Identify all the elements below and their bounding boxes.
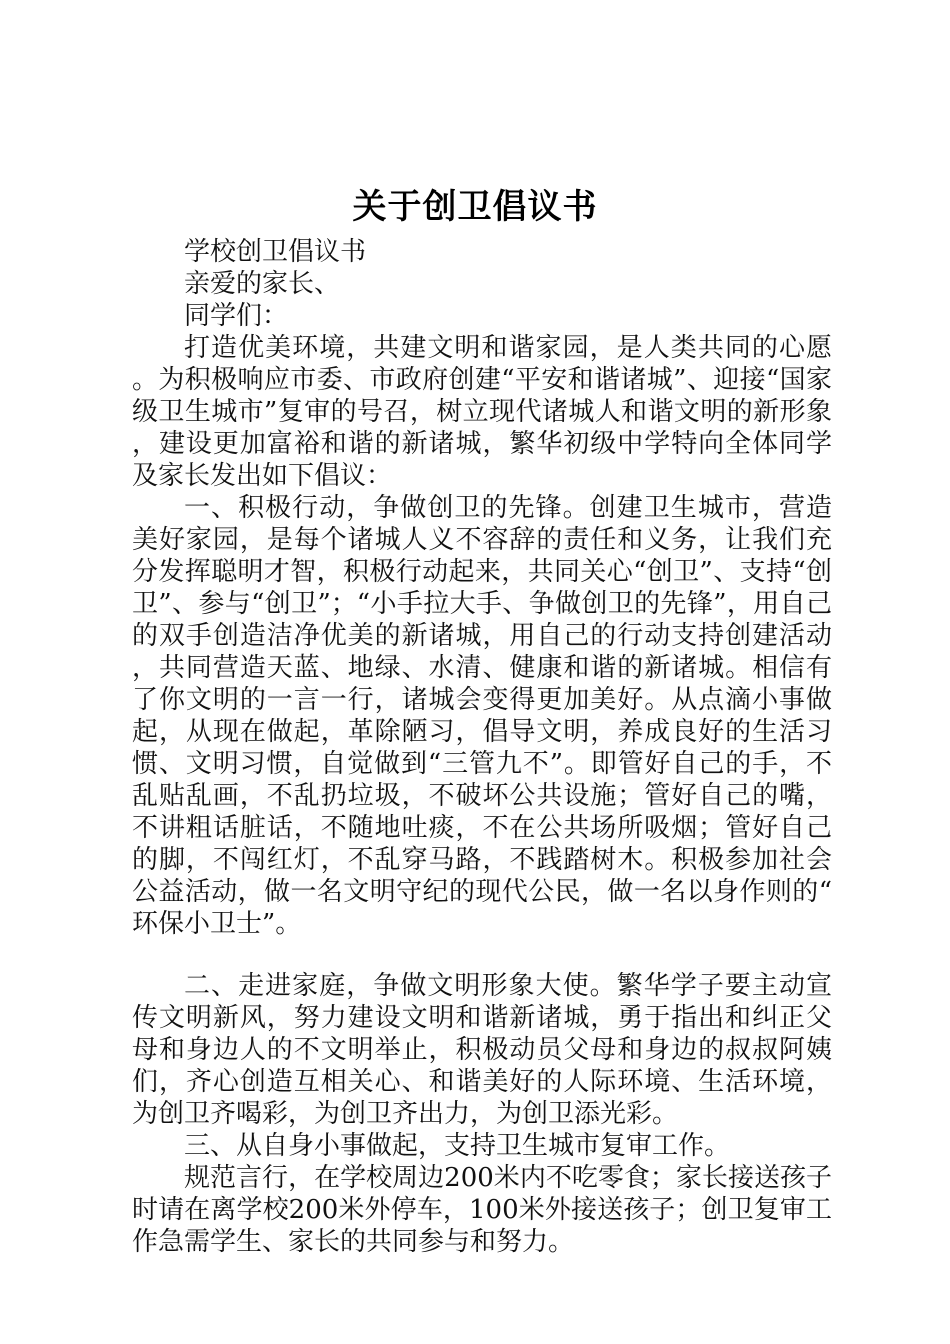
document-body: [132, 236, 832, 1258]
proposal-three-paragraph: 规范言行，在学校周边200米内不吃零食；家长接送孩子时请在离学校200米外停车，100米外接送孩子；创卫复审工作急需学生、家长的共同参与和努力。: [132, 1163, 832, 1257]
subtitle-line: 学校创卫倡议书: [184, 237, 367, 267]
proposal-one-paragraph: 一、积极行动，争做创卫的先锋。创建卫生城市，营造美好家园，是每个诸城人义不容辞的责任和义务，让我们充分发挥聪明才智，积极行动起来，共同关心“创卫”、支持“创卫”、参与“创卫”；“小手拉大手、争做创卫的先锋”，用自己的双手创造洁净优美的新诸城，用自己的行动支持创建活动，共同营造天蓝、地绿、水清、健康和谐的新诸城。相信有了你文明的一言一行，诸城会变得更加美好。从点滴小事做起，从现在做起，革除陋习，倡导文明，养成良好的生活习惯、文明习惯，自觉做到“三管九不”。即管好自己的手，不乱贴乱画，不乱扔垃圾，不破坏公共设施；管好自己的嘴，不讲粗话脏话，不随地吐痰，不在公共场所吸烟；管好自己的脚，不闯红灯，不乱穿马路，不践踏树木。积极参加社会公益活动，做一名文明守纪的现代公民，做一名以身作则的“环保小卫士”。: [132, 493, 832, 939]
proposal-three-heading: 三、从自身小事做起，支持卫生城市复审工作。: [184, 1131, 731, 1161]
intro-paragraph: 打造优美环境，共建文明和谐家园，是人类共同的心愿。为积极响应市委、市政府创建“平安和谐诸城”、迎接“国家级卫生城市”复审的号召，树立现代诸城人和谐文明的新形象，建设更加富裕和谐的新诸城，繁华初级中学特向全体同学及家长发出如下倡议：: [132, 333, 832, 491]
proposal-two-paragraph: 二、走进家庭，争做文明形象大使。繁华学子要主动宣传文明新风，努力建设文明和谐新诸城，勇于指出和纠正父母和身边人的不文明举止，积极动员父母和身边的叔叔阿姨们，齐心创造互相关心、和谐美好的人际环境、生活环境，为创卫齐喝彩，为创卫齐出力，为创卫添光彩。: [132, 971, 832, 1129]
paragraph-gap: [132, 940, 832, 970]
salutation-line-1: 亲爱的家长、: [184, 269, 341, 299]
salutation-line-2: 同学们：: [184, 301, 289, 331]
document-title: 关于创卫倡议书: [352, 187, 598, 227]
